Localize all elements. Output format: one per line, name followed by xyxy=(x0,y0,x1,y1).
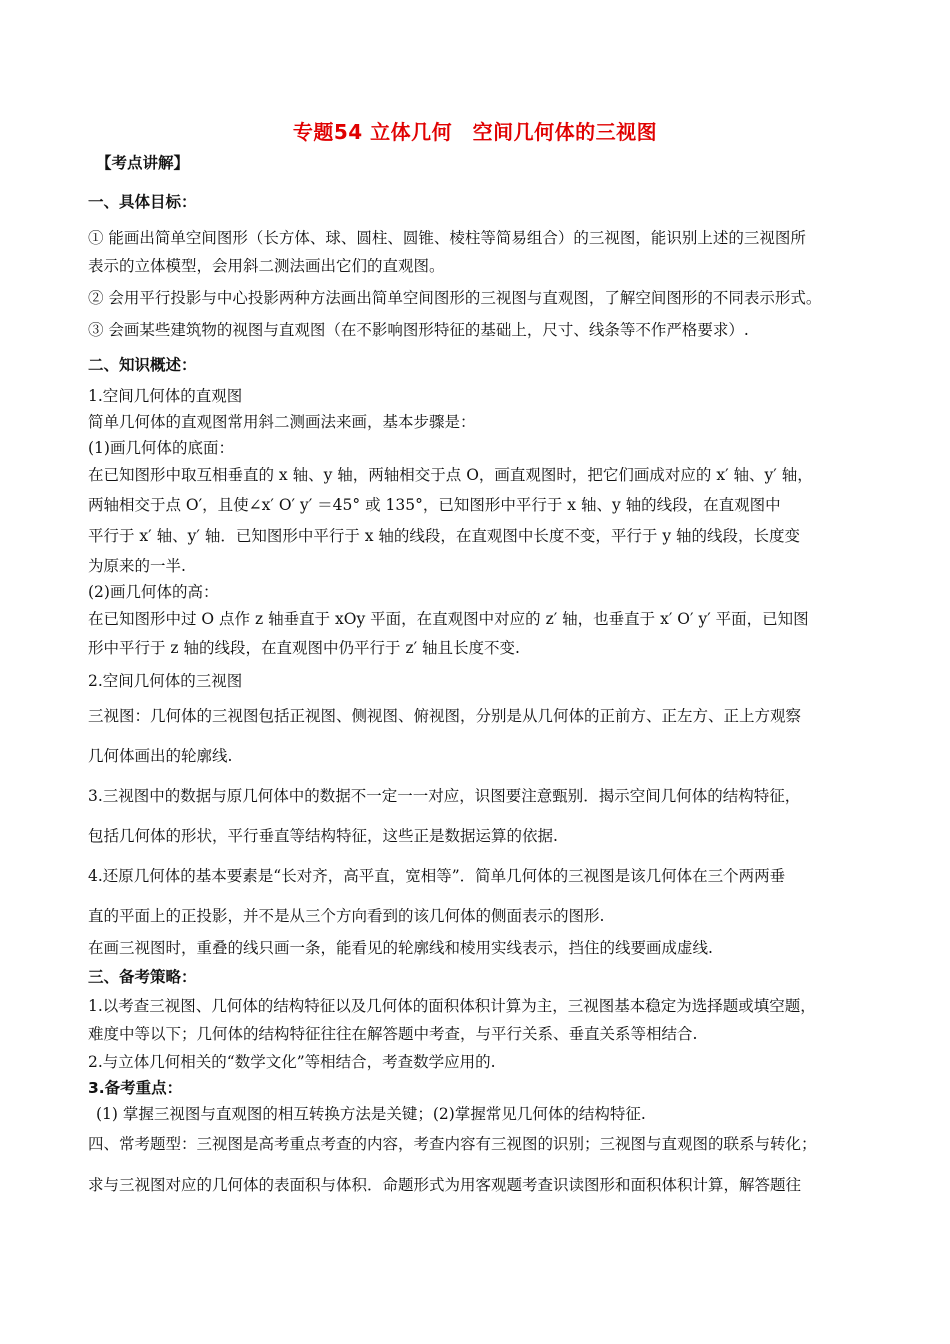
k1-title: 1.空间几何体的直观图 xyxy=(88,387,243,405)
k1-para1-line1: 在已知图形中取互相垂直的 x 轴、y 轴，两轴相交于点 O，画直观图时，把它们画成对应的 x′ 轴、y′ 轴， xyxy=(88,466,813,484)
strategy-3-body: (1) 掌握三视图与直观图的相互转换方法是关键；(2)掌握常见几何体的结构特征. xyxy=(96,1105,646,1123)
strategy-1-line1: 1.以考查三视图、几何体的结构特征以及几何体的面积体积计算为主，三视图基本稳定为选择题或填空题， xyxy=(88,997,816,1015)
k2-para-line2: 几何体画出的轮廓线. xyxy=(88,747,233,765)
k4-para-line3: 在画三视图时，重叠的线只画一条，能看见的轮廓线和棱用实线表示，挡住的线要画成虚线. xyxy=(88,939,713,957)
k1-step1: (1)画几何体的底面： xyxy=(88,439,234,457)
goal-1-line-2: 表示的立体模型，会用斜二测法画出它们的直观图。 xyxy=(88,257,445,275)
k1-para1-line2: 两轴相交于点 O′，且使∠x′ O′ y′ ＝45° 或 135°，已知图形中平行于 x 轴、y 轴的线段，在直观图中 xyxy=(88,496,781,514)
k1-para2-line1: 在已知图形中过 O 点作 z 轴垂直于 xOy 平面，在直观图中对应的 z′ 轴，也垂直于 x′ O′ y′ 平面，已知图 xyxy=(88,610,809,628)
strategy-1-line2: 难度中等以下；几何体的结构特征往往在解答题中考查，与平行关系、垂直关系等相结合. xyxy=(88,1025,698,1043)
page-title: 专题54 立体几何 空间几何体的三视图 xyxy=(292,120,658,144)
k1-para1-line4: 为原来的一半. xyxy=(88,557,186,575)
k1-step2: (2)画几何体的高： xyxy=(88,583,219,601)
goal-2: ② 会用平行投影与中心投影两种方法画出简单空间图形的三视图与直观图，了解空间图形的不同表示形式。 xyxy=(88,289,822,307)
k3-para-line1: 3.三视图中的数据与原几何体中的数据不一定一一对应，识图要注意甄别．揭示空间几何体的结构特征， xyxy=(88,787,801,805)
k4-para-line1: 4.还原几何体的基本要素是“长对齐，高平直，宽相等”．简单几何体的三视图是该几何体在三个两两垂 xyxy=(88,867,786,885)
strategy-2: 2.与立体几何相关的“数学文化”等相结合，考查数学应用的. xyxy=(88,1053,496,1071)
strategy-4-line1: 四、常考题型：三视图是高考重点考查的内容，考查内容有三视图的识别；三视图与直观图的联系与转化； xyxy=(88,1135,817,1153)
goal-1-line-1: ① 能画出简单空间图形（长方体、球、圆柱、圆锥、棱柱等简易组合）的三视图，能识别上述的三视图所 xyxy=(88,229,806,247)
strategy-heading: 三、备考策略： xyxy=(88,968,197,986)
k1-para2-line2: 形中平行于 z 轴的线段，在直观图中仍平行于 z′ 轴且长度不变. xyxy=(88,639,520,657)
k2-title: 2.空间几何体的三视图 xyxy=(88,672,243,690)
k4-para-line2: 直的平面上的正投影，并不是从三个方向看到的该几何体的侧面表示的图形. xyxy=(88,907,605,925)
k2-para-line1: 三视图：几何体的三视图包括正视图、侧视图、俯视图，分别是从几何体的正前方、正左方、正上方观察 xyxy=(88,707,802,725)
kaodian-heading: 【考点讲解】 xyxy=(96,154,190,172)
k1-para1-line3: 平行于 x′ 轴、y′ 轴．已知图形中平行于 x 轴的线段，在直观图中长度不变，平行于 y 轴的线段，长度变 xyxy=(88,527,801,545)
strategy-3-heading: 3.备考重点： xyxy=(88,1079,183,1097)
goal-3: ③ 会画某些建筑物的视图与直观图（在不影响图形特征的基础上，尺寸、线条等不作严格要求）. xyxy=(88,321,749,339)
k1-intro: 简单几何体的直观图常用斜二测画法来画，基本步骤是： xyxy=(88,413,476,431)
goal-heading: 一、具体目标： xyxy=(88,193,197,211)
k3-para-line2: 包括几何体的形状，平行垂直等结构特征，这些正是数据运算的依据. xyxy=(88,827,558,845)
strategy-4-line2: 求与三视图对应的几何体的表面积与体积．命题形式为用客观题考查识读图形和面积体积计算，解答题往 xyxy=(88,1176,802,1194)
overview-heading: 二、知识概述： xyxy=(88,356,197,374)
